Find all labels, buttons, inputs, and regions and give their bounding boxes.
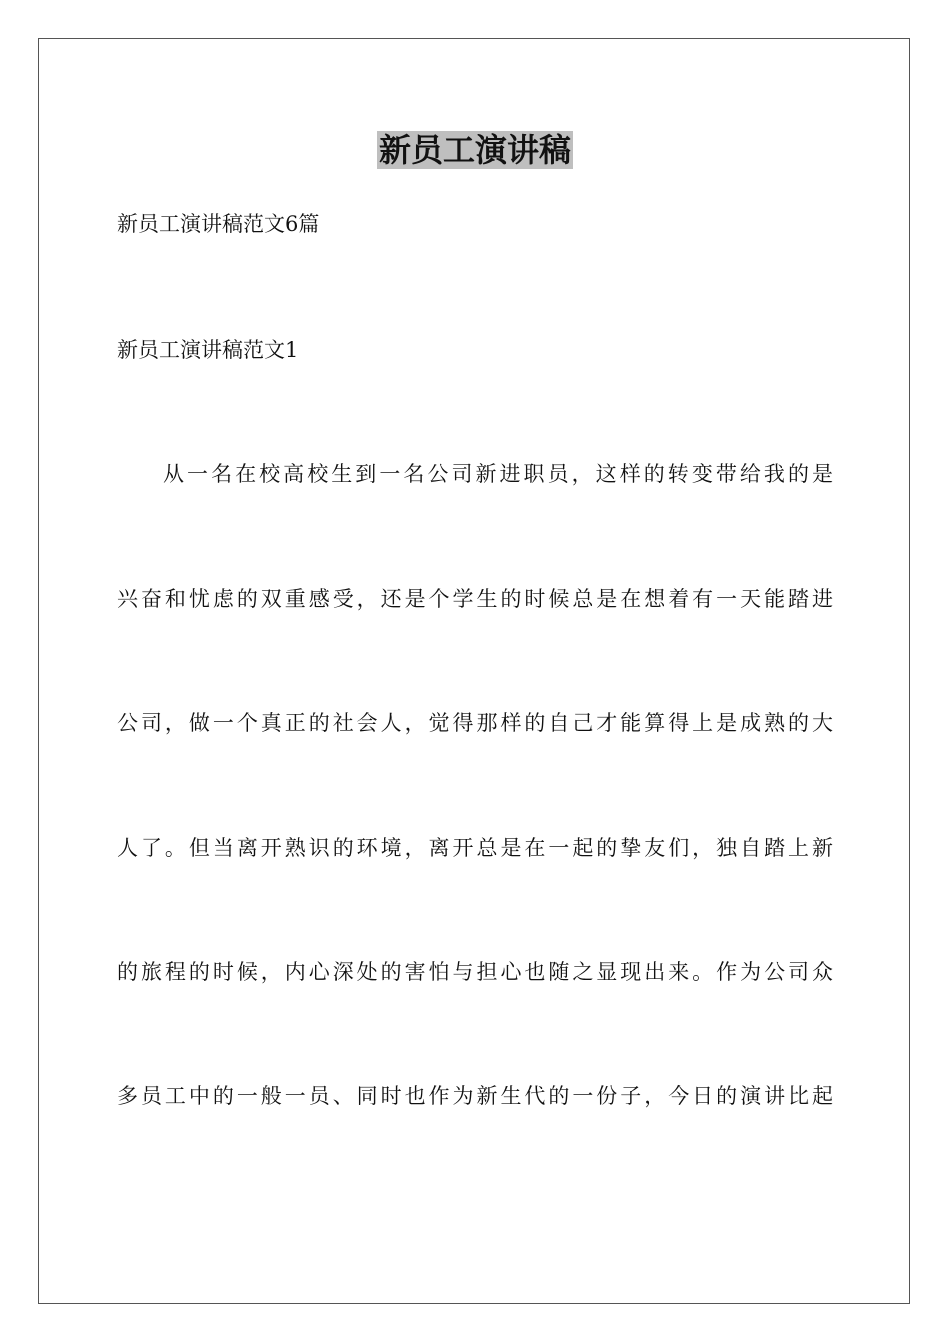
paragraph-line: 从一名在校高校生到一名公司新进职员，这样的转变带给我的是	[163, 462, 833, 486]
paragraph-line: 的旅程的时候，内心深处的害怕与担心也随之显现出来。作为公司众	[117, 960, 833, 984]
paragraph-line: 多员工中的一般一员、同时也作为新生代的一份子，今日的演讲比起	[117, 1084, 833, 1108]
document-title	[0, 128, 950, 172]
paragraph-line: 人了。但当离开熟识的环境，离开总是在一起的挚友们，独自踏上新	[117, 836, 833, 860]
document-title-text: 新员工演讲稿	[378, 131, 571, 169]
document-subtitle: 新员工演讲稿范文6篇	[117, 212, 320, 236]
paragraph-line: 兴奋和忧虑的双重感受，还是个学生的时候总是在想着有一天能踏进	[117, 587, 833, 611]
paragraph-line: 公司，做一个真正的社会人，觉得那样的自己才能算得上是成熟的大	[117, 711, 833, 735]
section-heading: 新员工演讲稿范文1	[117, 338, 299, 362]
